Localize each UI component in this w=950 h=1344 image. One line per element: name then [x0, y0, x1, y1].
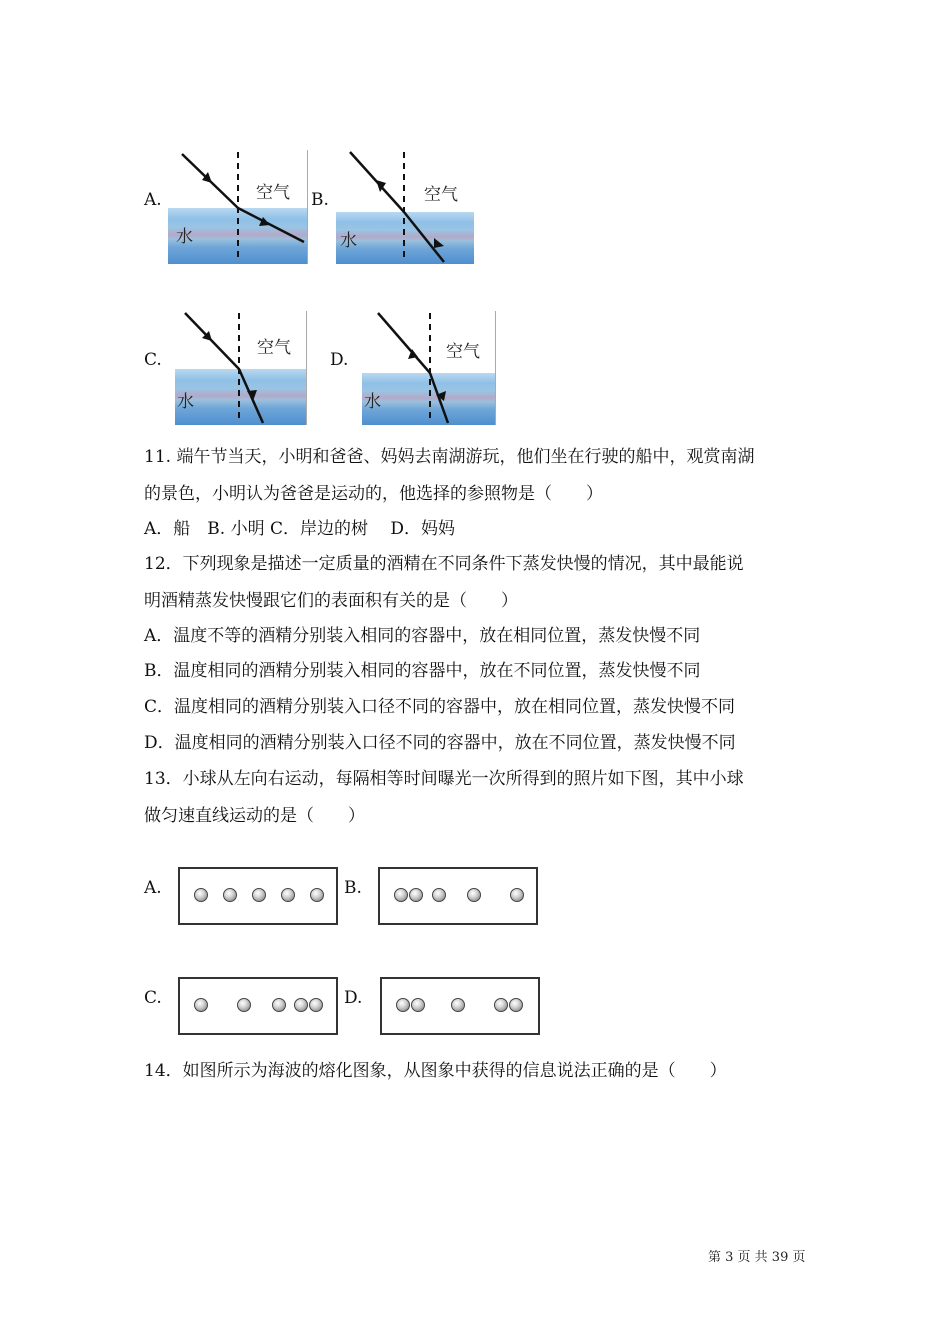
q10-figure-d-rays: [362, 311, 496, 425]
ball: [194, 888, 208, 902]
q12-stem-line1: 12．下列现象是描述一定质量的酒精在不同条件下蒸发快慢的情况，其中最能说: [144, 554, 744, 574]
q13-photo-c: [178, 977, 338, 1035]
q13-option-d-label: D.: [344, 988, 363, 1008]
page-footer: 第 3 页 共 39 页: [708, 1250, 806, 1265]
q10-figure-b-air-label: 空气: [424, 185, 458, 205]
q14-stem: 14．如图所示为海波的熔化图象，从图象中获得的信息说法正确的是（ ）: [144, 1061, 727, 1081]
q13-option-a-label: A.: [144, 878, 162, 898]
ball: [309, 998, 323, 1012]
ball: [223, 888, 237, 902]
q13-stem-line1: 13．小球从左向右运动，每隔相等时间曝光一次所得到的照片如下图，其中小球: [144, 769, 744, 789]
q13-option-b-label: B.: [344, 878, 362, 898]
ball: [510, 888, 524, 902]
q10-option-c-label: C.: [144, 350, 162, 370]
ball: [467, 888, 481, 902]
ball: [252, 888, 266, 902]
ball: [237, 998, 251, 1012]
ball: [409, 888, 423, 902]
ball: [272, 998, 286, 1012]
q11-stem-line2: 的景色，小明认为爸爸是运动的，他选择的参照物是（ ）: [144, 484, 603, 504]
q12-stem-line2: 明酒精蒸发快慢跟它们的表面积有关的是（ ）: [144, 591, 518, 611]
q12-option-a: A．温度不等的酒精分别装入相同的容器中，放在相同位置，蒸发快慢不同: [144, 626, 701, 646]
q10-figure-b: [336, 150, 474, 264]
q10-figure-c-water-label: 水: [177, 392, 194, 412]
ball: [194, 998, 208, 1012]
ball: [294, 998, 308, 1012]
q10-figure-b-water-label: 水: [340, 231, 357, 251]
q10-option-d-label: D.: [330, 350, 349, 370]
q12-option-b: B．温度相同的酒精分别装入相同的容器中，放在不同位置，蒸发快慢不同: [144, 661, 701, 681]
q10-figure-a: [168, 150, 308, 264]
ball: [394, 888, 408, 902]
q10-figure-d-water-label: 水: [364, 392, 381, 412]
q13-stem-line2: 做匀速直线运动的是（ ）: [144, 806, 365, 826]
q11-stem-line1: 11. 端午节当天，小明和爸爸、妈妈去南湖游玩，他们坐在行驶的船中，观赏南湖: [144, 447, 755, 467]
ball: [509, 998, 523, 1012]
q13-photo-a: [178, 867, 338, 925]
q10-figure-a-air-label: 空气: [256, 183, 290, 203]
q10-figure-c-air-label: 空气: [257, 338, 291, 358]
q11-options: A．船 B. 小明 C．岸边的树 D．妈妈: [144, 519, 456, 539]
q10-figure-c-rays: [175, 311, 307, 425]
ball: [494, 998, 508, 1012]
ball: [396, 998, 410, 1012]
ball: [310, 888, 324, 902]
q12-option-c: C．温度相同的酒精分别装入口径不同的容器中，放在相同位置，蒸发快慢不同: [144, 697, 736, 717]
q13-photo-d: [380, 977, 540, 1035]
ball: [451, 998, 465, 1012]
q13-option-c-label: C.: [144, 988, 162, 1008]
q10-figure-a-water-label: 水: [176, 227, 193, 247]
q10-option-b-label: B.: [311, 190, 329, 210]
ball: [281, 888, 295, 902]
q10-figure-d: [362, 311, 496, 425]
ball: [432, 888, 446, 902]
q10-option-a-label: A.: [144, 190, 162, 210]
q12-option-d: D．温度相同的酒精分别装入口径不同的容器中，放在不同位置，蒸发快慢不同: [144, 733, 736, 753]
q10-figure-c: [175, 311, 307, 425]
q13-photo-b: [378, 867, 538, 925]
q10-figure-d-air-label: 空气: [446, 342, 480, 362]
ball: [411, 998, 425, 1012]
